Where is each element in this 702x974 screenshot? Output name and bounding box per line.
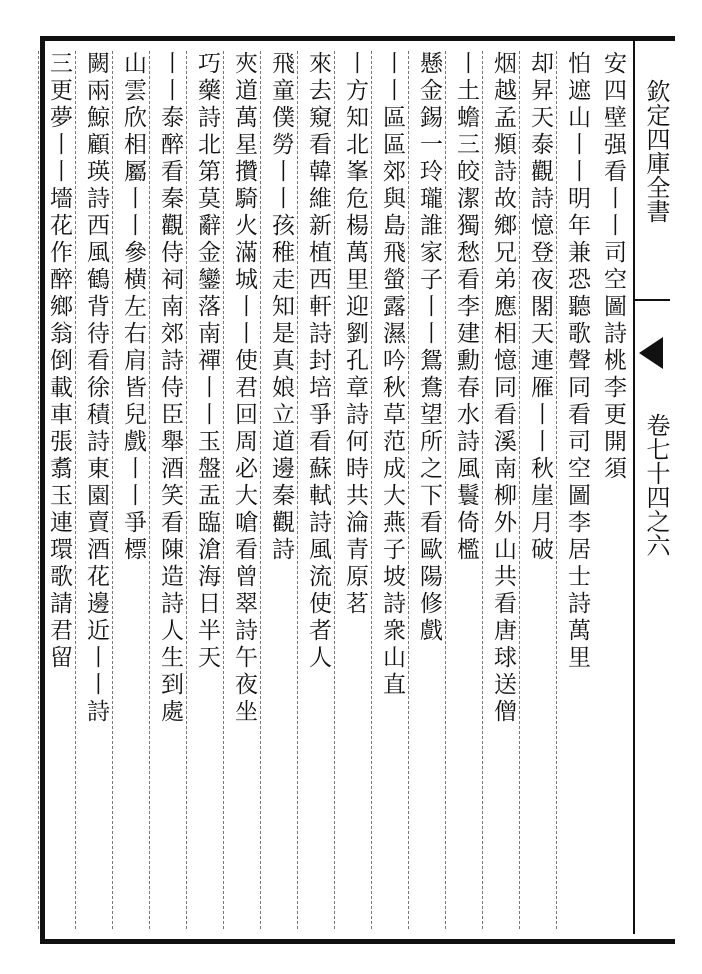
text-column: 怕遮山丨丨明年兼恐聽歌聲同看司空圖李居士詩萬里: [556, 51, 597, 929]
text-column: 丨土蟾三皎潔獨愁看李建勳春水詩風鬟倚檻: [445, 51, 486, 929]
text-column: 却昇天泰觀詩憶登夜閣天連雁丨丨秋崖月破: [519, 51, 560, 929]
text-column: 夾道萬星攢騎火滿城丨丨使君回周必大嗆看曾翠詩午夜坐: [223, 51, 264, 929]
text-column: 巧藥詩北第莫辭金鑾落南禪丨丨玉盤盂臨滄海日半天: [186, 51, 227, 929]
text-column: 飛童僕勞丨丨孩稚走知是真娘立道邊秦觀詩: [260, 51, 301, 929]
text-column: 山雲欣相屬丨丨參横左右肩皆兒戲丨丨爭標: [112, 51, 153, 929]
text-column: 安四壁强看丨丨司空圖詩桃李更開須: [600, 51, 626, 483]
text-body: [45, 41, 633, 934]
text-column: 懸金錫一玲瓏誰家子丨丨鴛鴦望所之下看歐陽修戲: [408, 51, 449, 929]
margin-rule: [635, 299, 670, 301]
fishtail-mark: [639, 337, 663, 369]
volume-label: 卷七十四之六: [642, 413, 670, 557]
text-column: 三更夢丨丨墻花作醉鄉翁倒載車張翥玉連環歌請君留: [38, 51, 79, 929]
text-column: 丨方知北峯危楊萬里迎劉孔章詩何時共淪青原茗: [334, 51, 375, 929]
margin-strip: [633, 41, 670, 934]
text-column: 丨丨泰醉看秦觀侍祠南郊詩侍臣舉酒笑看陳造詩人生到處: [149, 51, 190, 929]
text-column: 丨丨區區郊與島飛螢露濕吟秋草范成大燕子坡詩衆山直: [371, 51, 412, 929]
text-column: 烟越孟頫詩故鄉兄弟應相憶同看溪南柳外山共看唐球送僧: [482, 51, 523, 929]
text-column: 闕兩鯨顧瑛詩西風鶴背待看徐積詩東園賣酒花邊近丨丨詩: [75, 51, 116, 929]
running-title: 欽定四庫全書: [642, 79, 670, 223]
text-column: 來去窺看韓維新植西軒詩封培爭看蘇軾詩風流使者人: [297, 51, 338, 929]
